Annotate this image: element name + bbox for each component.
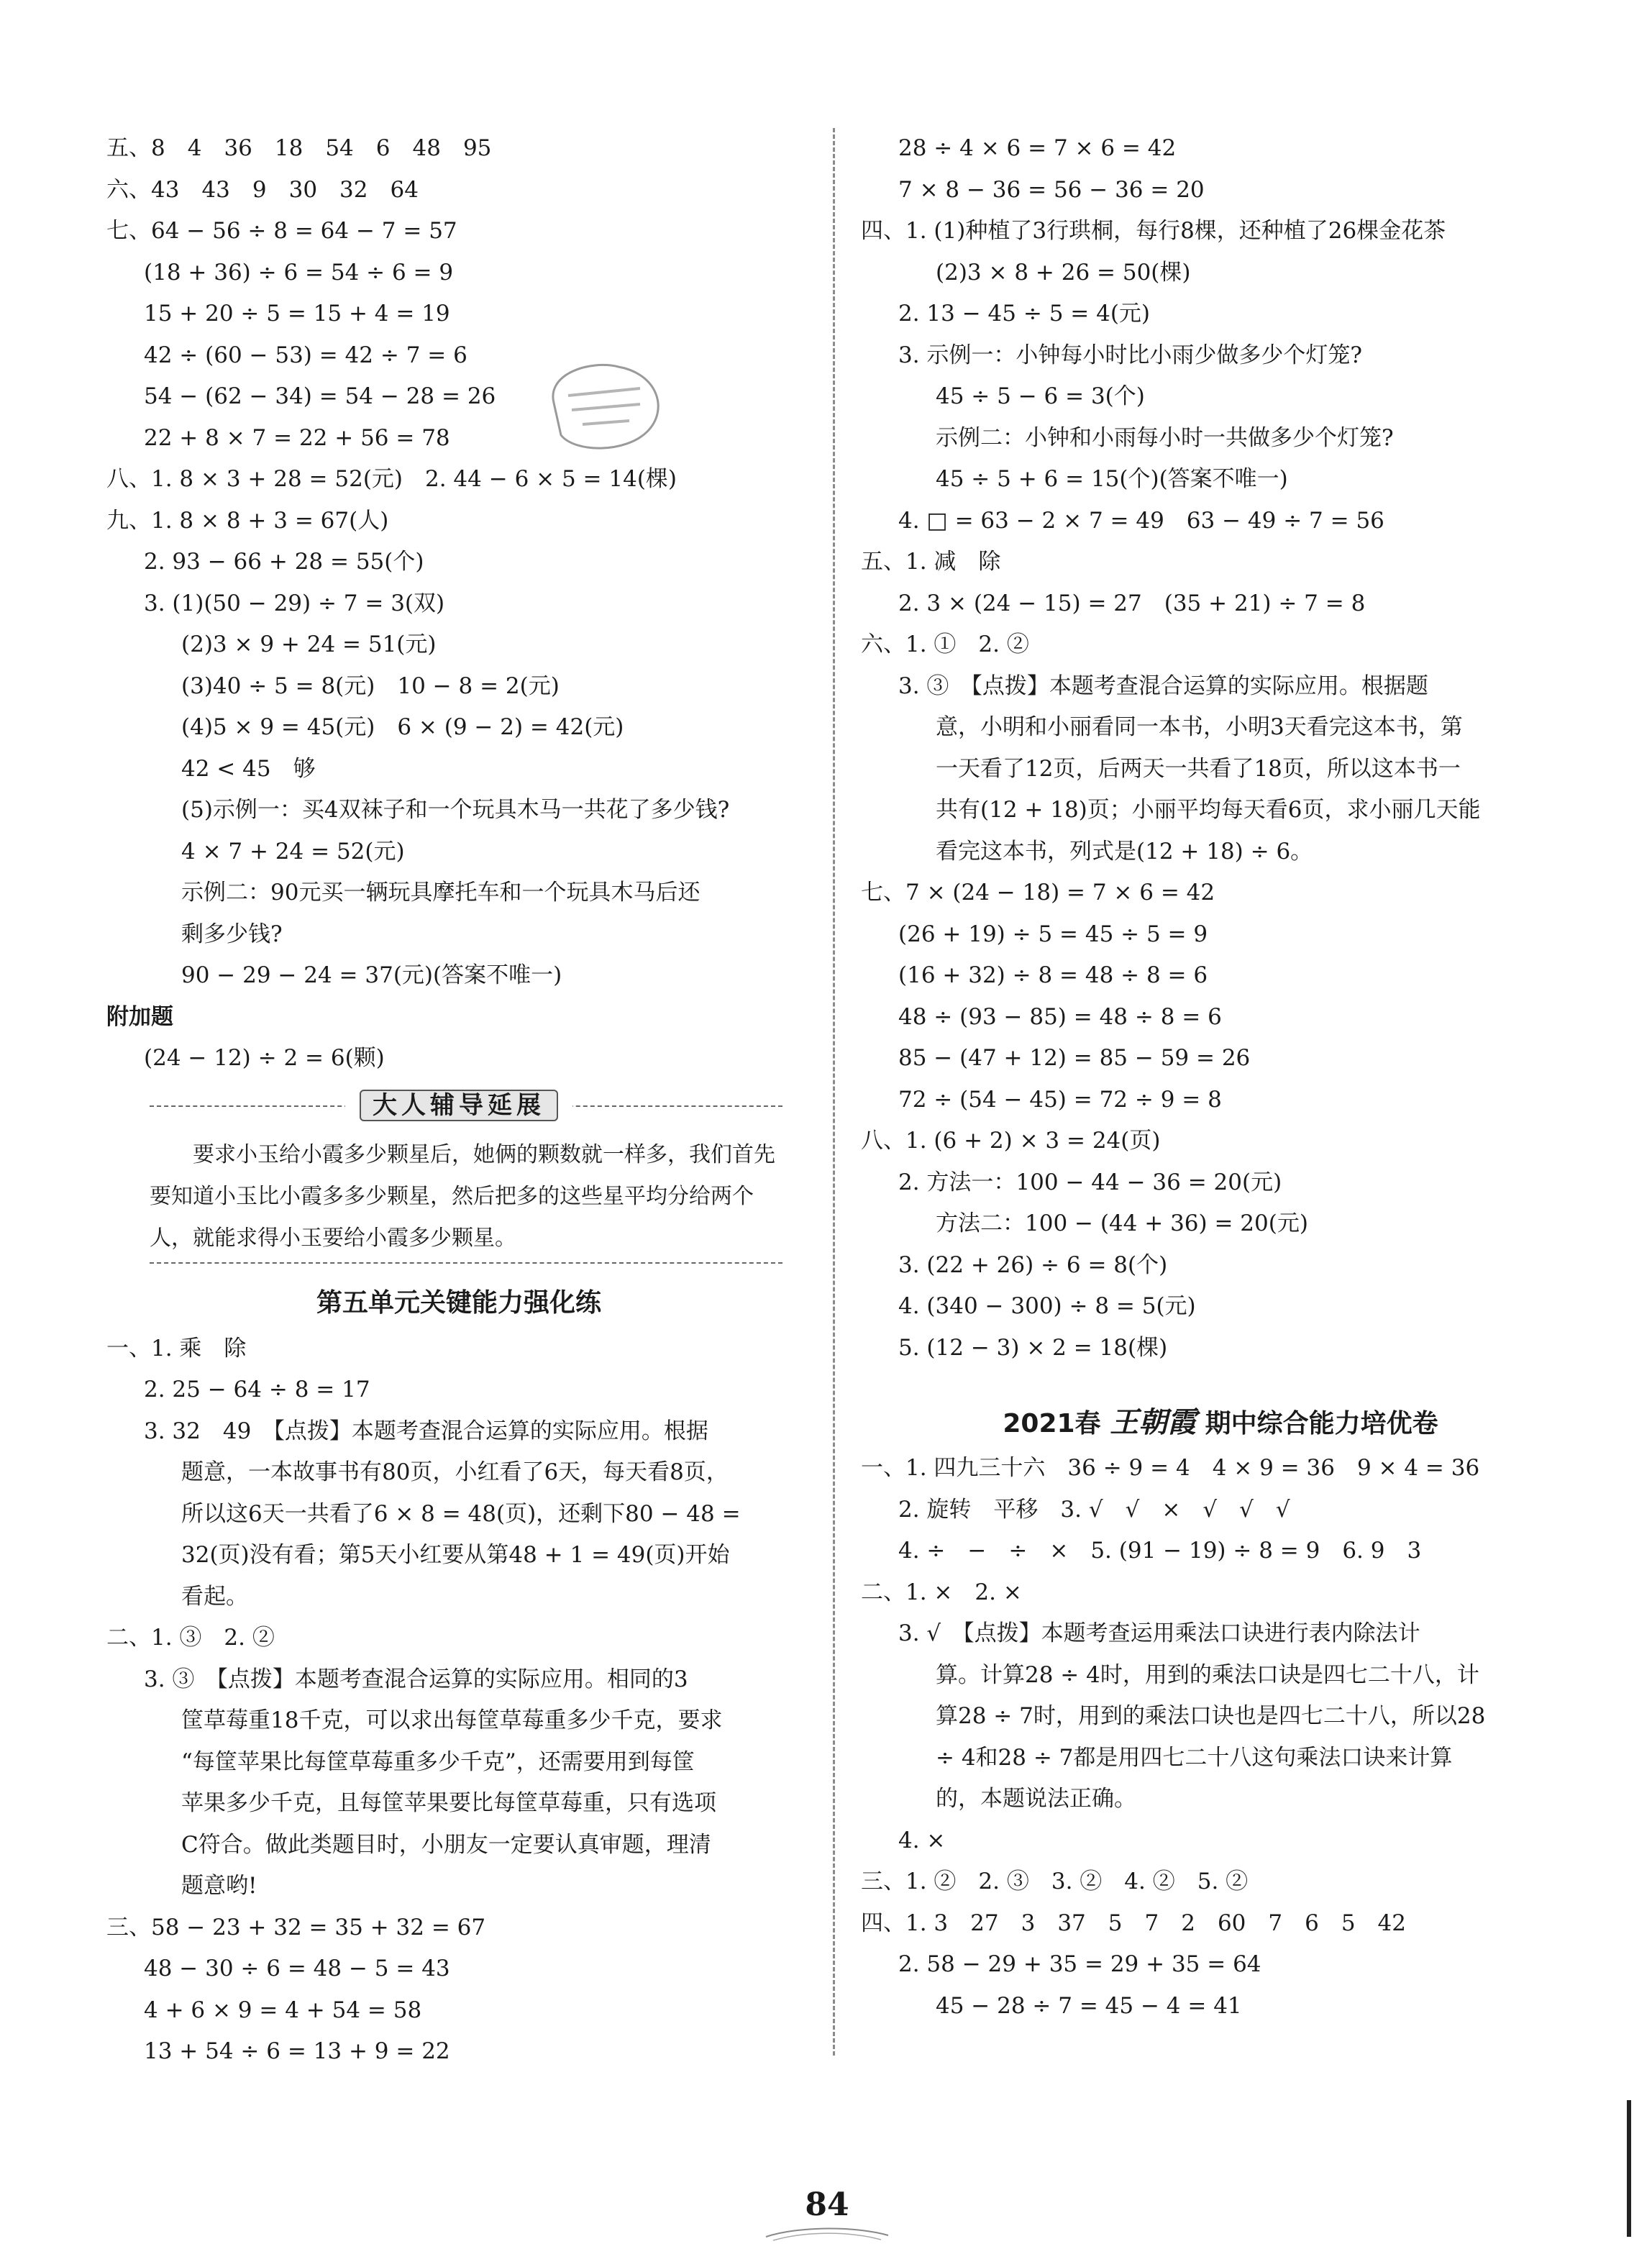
answer-line: 3. ③ 【点拨】本题考查混合运算的实际应用。根据题 [898,672,1428,699]
stamp-icon [532,352,676,460]
answer-line: (18 + 36) ÷ 6 = 54 ÷ 6 = 9 [144,259,454,286]
midterm-title-name: 期中综合能力培优卷 [1205,1409,1438,1438]
left-column [106,128,811,2073]
answer-line: 六、1. ① 2. ② [861,631,1029,657]
answer-line: 28 ÷ 4 × 6 = 7 × 6 = 42 [898,135,1177,161]
answer-line: 4. □ = 63 − 2 × 7 = 49 63 − 49 ÷ 7 = 56 [898,507,1384,534]
answer-line: 4 + 6 × 9 = 4 + 54 = 58 [144,1997,422,2023]
answer-line: 4 × 7 + 24 = 52(元) [181,838,405,865]
answer-line: 54 − (62 − 34) = 54 − 28 = 26 [144,383,496,409]
answer-line: 3. ③ 【点拨】本题考查混合运算的实际应用。相同的3 [144,1666,688,1692]
right-answer-list-2 [861,1448,1580,2027]
answer-line: 3. √ 【点拨】本题考查运用乘法口诀进行表内除法计 [898,1620,1420,1646]
answer-line: 所以这6天一共看了6 × 8 = 48(页)，还剩下80 − 48 = [181,1500,741,1527]
answer-line: 85 − (47 + 12) = 85 − 59 = 26 [898,1045,1251,1071]
page-swoosh-icon [762,2222,892,2244]
answer-line: 42 < 45 够 [181,755,316,782]
answer-line: 筐草莓重18千克，可以求出每筐草莓重多少千克，要求 [181,1707,723,1733]
answer-line: 45 − 28 ÷ 7 = 45 − 4 = 41 [936,1992,1242,2019]
answer-line: 42 ÷ (60 − 53) = 42 ÷ 7 = 6 [144,342,467,368]
answer-line: ÷ 4和28 ÷ 7都是用四七二十八这句乘法口诀来计算 [936,1744,1453,1771]
answer-line: 八、1. (6 + 2) × 3 = 24(页) [861,1128,1161,1154]
answer-line: 2. 93 − 66 + 28 = 55(个) [144,549,424,575]
answer-line: 五、1. 减 除 [861,549,1001,575]
answer-line: 四、1. 3 27 3 37 5 7 2 60 7 6 5 42 [861,1910,1406,1936]
answer-line: 示例二：小钟和小雨每小时一共做多少个灯笼? [936,424,1394,451]
answer-line: 看完这本书，列式是(12 + 18) ÷ 6。 [936,838,1313,865]
answer-line: (16 + 32) ÷ 8 = 48 ÷ 8 = 6 [898,962,1208,988]
answer-line: 二、1. ③ 2. ② [106,1625,275,1651]
answer-line: 3. (22 + 26) ÷ 6 = 8(个) [898,1251,1168,1278]
answer-line: 3. 示例一：小钟每小时比小雨少做多少个灯笼? [898,342,1363,368]
answer-line: 22 + 8 × 7 = 22 + 56 = 78 [144,424,450,451]
answer-line: 六、43 43 9 30 32 64 [106,176,419,203]
answer-line: 7 × 8 − 36 = 56 − 36 = 20 [898,176,1205,203]
answer-line: 九、1. 8 × 8 + 3 = 67(人) [106,507,389,534]
left-answer-list-2 [106,1328,811,2073]
answer-line: 题意哟! [181,1873,257,1899]
brand-logo-text: 王朝霞 [1110,1405,1197,1439]
midterm-title [861,1369,1580,1448]
answer-line: 意，小明和小丽看同一本书，小明3天看完这本书，第 [936,714,1463,740]
answer-line: 看起。 [181,1583,248,1610]
answer-line: 72 ÷ (54 − 45) = 72 ÷ 9 = 8 [898,1086,1222,1113]
answer-line: 示例二：90元买一辆玩具摩托车和一个玩具木马后还 [181,880,700,906]
answer-line: 3. 32 49 【点拨】本题考查混合运算的实际应用。根据 [144,1418,708,1444]
answer-line: 45 ÷ 5 + 6 = 15(个)(答案不唯一) [936,466,1288,492]
page-edge-mark [1627,2100,1631,2237]
left-answer-list [106,128,811,1080]
answer-line: 90 − 29 − 24 = 37(元)(答案不唯一) [181,962,562,988]
answer-line: 八、1. 8 × 3 + 28 = 52(元) 2. 44 − 6 × 5 = 14(棵) [106,466,677,492]
answer-line: 算。计算28 ÷ 4时，用到的乘法口诀是四七二十八，计 [936,1661,1479,1688]
answer-line: 2. 58 − 29 + 35 = 29 + 35 = 64 [898,1951,1261,1977]
answer-line: 13 + 54 ÷ 6 = 13 + 9 = 22 [144,2038,450,2064]
answer-line: (26 + 19) ÷ 5 = 45 ÷ 5 = 9 [898,921,1208,947]
answer-line: 48 − 30 ÷ 6 = 48 − 5 = 43 [144,1956,450,1981]
answer-line: (3)40 ÷ 5 = 8(元) 10 − 8 = 2(元) [181,672,560,699]
answer-line: 3. (1)(50 − 29) ÷ 7 = 3(双) [144,590,445,616]
answer-line: 三、1. ② 2. ③ 3. ② 4. ② 5. ② [861,1869,1249,1894]
answer-line: 4. × [898,1827,946,1853]
tutoring-box-title: 大人辅导延展 [360,1090,558,1121]
answer-line: 五、8 4 36 18 54 6 48 95 [106,135,492,161]
answer-line: 一天看了12页，后两天一共看了18页，所以这本书一 [936,755,1461,782]
answer-line: 二、1. × 2. × [861,1579,1022,1605]
answer-line: (2)3 × 9 + 24 = 51(元) [181,631,437,657]
answer-line: 15 + 20 ÷ 5 = 15 + 4 = 19 [144,301,450,327]
answer-line: 2. 3 × (24 − 15) = 27 (35 + 21) ÷ 7 = 8 [898,590,1366,616]
answer-line: (5)示例一：买4双袜子和一个玩具木马一共花了多少钱? [181,797,730,823]
answer-line: 4. (340 − 300) ÷ 8 = 5(元) [898,1293,1196,1319]
right-answer-list [861,128,1580,1369]
answer-line: 题意，一本故事书有80页，小红看了6天，每天看8页， [181,1459,729,1485]
midterm-title-year: 2021春 [1003,1409,1101,1438]
answer-line: C符合。做此类题目时，小朋友一定要认真审题，理清 [181,1831,711,1858]
answer-line: 4. ÷ − ÷ × 5. (91 − 19) ÷ 8 = 9 6. 9 3 [898,1538,1422,1564]
answer-line: (24 − 12) ÷ 2 = 6(颗) [144,1045,385,1071]
answer-line: 四、1. (1)种植了3行珙桐，每行8棵，还种植了26棵金花茶 [861,218,1446,244]
answer-line: 方法二：100 − (44 + 36) = 20(元) [936,1210,1308,1236]
tutoring-box-header [106,1082,811,1130]
answer-line: 5. (12 − 3) × 2 = 18(棵) [898,1334,1168,1361]
answer-line: 三、58 − 23 + 32 = 35 + 32 = 67 [106,1914,486,1940]
answer-line: 48 ÷ (93 − 85) = 48 ÷ 8 = 6 [898,1003,1222,1030]
answer-line: 2. 旋转 平移 3. √ √ × √ √ √ [898,1496,1290,1523]
answer-line: 2. 13 − 45 ÷ 5 = 4(元) [898,301,1151,327]
column-divider [833,128,835,2056]
answer-line: 剩多少钱? [181,921,283,947]
answer-line: 的，本题说法正确。 [936,1786,1136,1812]
answer-line: 七、7 × (24 − 18) = 7 × 6 = 42 [861,880,1215,906]
answer-line: 2. 方法一：100 − 44 − 36 = 20(元) [898,1169,1282,1195]
tutoring-box-text: 要求小玉给小霞多少颗星后，她俩的颗数就一样多，我们首先要知道小玉比小霞多多少颗星，然后把多的这些星平均分给两个人，就能求得小玉要给小霞多少颗星。 [150,1134,782,1264]
answer-line: “每筐苹果比每筐草莓重多少千克”，还需要用到每筐 [181,1748,695,1775]
page-number: 84 [805,2186,849,2223]
answer-line: 45 ÷ 5 − 6 = 3(个) [936,383,1145,409]
answer-line: (4)5 × 9 = 45(元) 6 × (9 − 2) = 42(元) [181,714,624,740]
answer-line: 一、1. 四九三十六 36 ÷ 9 = 4 4 × 9 = 36 9 × 4 = 36 [861,1455,1480,1481]
answer-line: (2)3 × 8 + 26 = 50(棵) [936,259,1191,286]
answer-line: 苹果多少千克，且每筐苹果要比每筐草莓重，只有选项 [181,1790,716,1816]
answer-line: 32(页)没有看；第5天小红要从第48 + 1 = 49(页)开始 [181,1542,730,1568]
answer-line: 算28 ÷ 7时，用到的乘法口诀也是四七二十八，所以28 [936,1703,1486,1729]
answer-line: 2. 25 − 64 ÷ 8 = 17 [144,1377,370,1402]
answer-line: 附加题 [106,1003,173,1030]
answer-line: 七、64 − 56 ÷ 8 = 64 − 7 = 57 [106,218,457,244]
right-column [861,128,1580,2027]
section-title: 第五单元关键能力强化练 [316,1287,601,1318]
answer-line: 共有(12 + 18)页；小丽平均每天看6页，求小丽几天能 [936,797,1481,823]
answer-line: 一、1. 乘 除 [106,1335,247,1361]
